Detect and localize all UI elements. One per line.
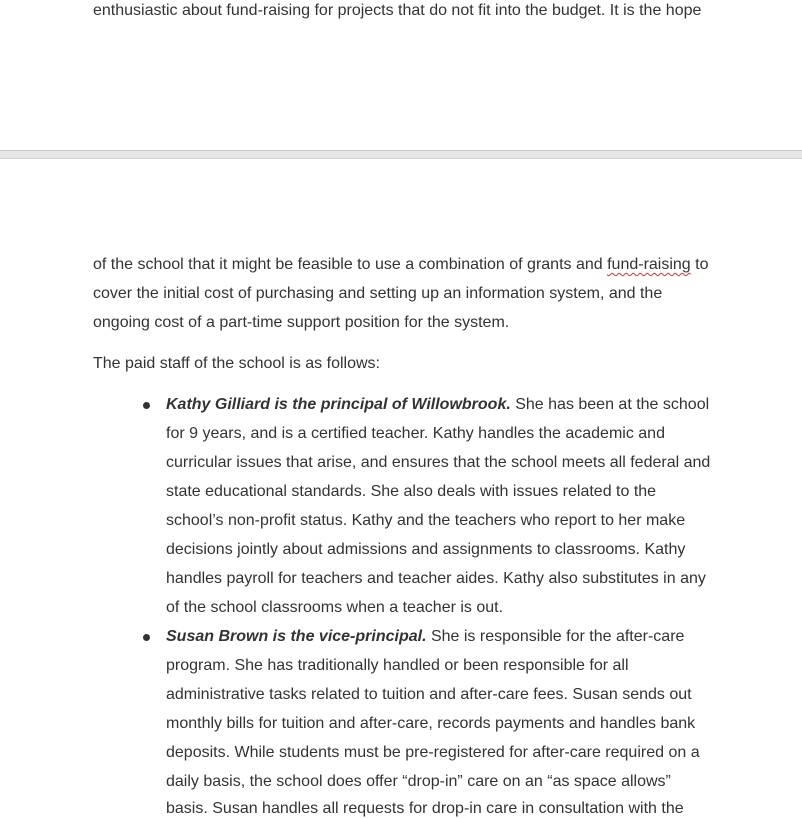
list-item-line: handles payroll for teachers and teacher aides. Kathy also substitutes in any xyxy=(166,570,706,587)
body-text-line: enthusiastic about fund-raising for projects that do not fit into the budget. It is the hope xyxy=(93,2,702,19)
text-run: She has been at the school xyxy=(510,396,710,413)
list-item-lead: Kathy Gilliard is the principal of Willowbrook. xyxy=(166,396,511,413)
spellcheck-flagged-word[interactable]: fund-raising xyxy=(607,256,691,273)
list-item-line: program. She has traditionally handled or been responsible for all xyxy=(166,657,629,674)
list-item-line xyxy=(166,627,684,647)
list-item-line: basis. Susan handles all requests for drop-in care in consultation with the xyxy=(166,800,684,817)
staff-intro-line: The paid staff of the school is as follows: xyxy=(93,355,380,372)
text-run: to xyxy=(690,256,709,273)
list-item-line: school’s non-profit status. Kathy and the teachers who report to her make xyxy=(166,512,686,529)
list-item-line: deposits. While students must be pre-registered for after-care required on a xyxy=(166,744,700,761)
text-run: She is responsible for the after-care xyxy=(426,628,685,645)
list-item-line: state educational standards. She also deals with issues related to the xyxy=(166,483,657,500)
list-item-line: monthly bills for tuition and after-care, records payments and handles bank xyxy=(166,715,696,732)
text-run: of the school that it might be feasible to use a combination of grants and xyxy=(93,256,608,273)
list-item-line: decisions jointly about admissions and assignments to classrooms. Kathy xyxy=(166,541,686,558)
list-item-lead: Susan Brown is the vice-principal. xyxy=(166,628,427,645)
list-item-line: of the school classrooms when a teacher is out. xyxy=(166,599,504,616)
list-item-line: curricular issues that arise, and ensures that the school meets all federal and xyxy=(166,454,711,471)
list-item-line xyxy=(166,395,709,415)
body-text-line xyxy=(93,255,709,275)
bullet-icon xyxy=(143,634,150,641)
page-break-separator xyxy=(0,150,802,159)
list-item-line: administrative tasks related to tuition and after-care fees. Susan sends out xyxy=(166,686,692,703)
list-item-line: daily basis, the school does offer “drop-in” care on an “as space allows” xyxy=(166,773,671,790)
bullet-icon xyxy=(143,402,150,409)
list-item-line: for 9 years, and is a certified teacher. Kathy handles the academic and xyxy=(166,425,665,442)
body-text-line: ongoing cost of a part-time support position for the system. xyxy=(93,314,510,331)
body-text-line: cover the initial cost of purchasing and setting up an information system, and the xyxy=(93,285,663,302)
document-page-previous xyxy=(0,0,802,150)
